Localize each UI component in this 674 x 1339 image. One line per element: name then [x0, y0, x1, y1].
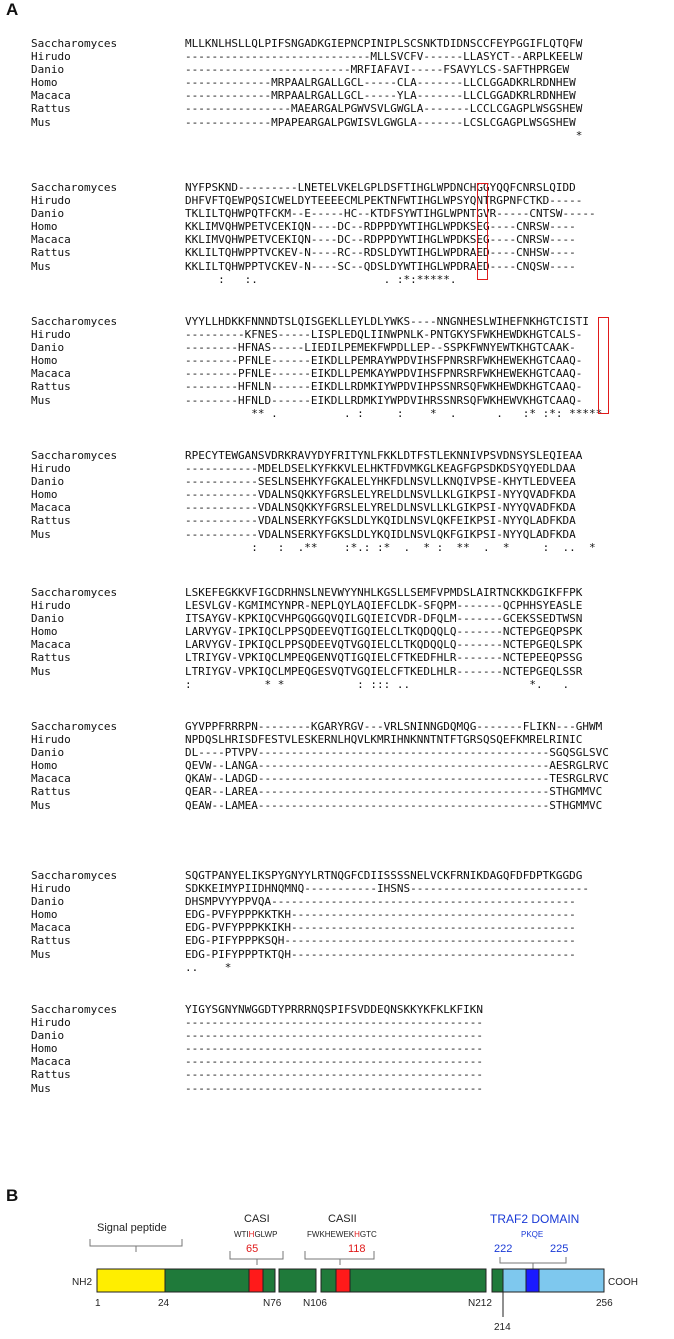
- species-name: Saccharomyces: [31, 449, 118, 462]
- sequence-segment: NYFPSKND---------LNETELVKELGPLDSFTIHGLWPDNCHGGYQQFCNRSLQIDD: [185, 181, 576, 194]
- consensus-row: [31, 541, 596, 554]
- sequence-segment: -----------SESLNSEHKYFGKALELYHKFDLNSVLLKNQIVPSE-KHYTLEDVEEA: [185, 475, 576, 489]
- casi-motif: WTIHGLWP: [234, 1230, 278, 1239]
- sequence-segment: KKLILTQHWPPTVCKEV-N----SC--QDSLDYWTIHGLWPDRAED----CNQSW----: [185, 259, 576, 273]
- alignment-row: [31, 528, 596, 541]
- sequence-segment: LARVYGV-IPKIQCLPPSQDEEVQTVGQIELCLTKQDQQLQ-------NCTEPGEQLSPK: [185, 638, 583, 652]
- consensus-row: [31, 1095, 483, 1108]
- consensus-spacer: [31, 129, 185, 142]
- sequence-segment: ---------------------------------------------: [185, 1042, 484, 1056]
- species-name: Danio: [31, 895, 65, 909]
- alignment-row: [31, 63, 582, 76]
- traf2-label: TRAF2 DOMAIN: [490, 1212, 580, 1226]
- consensus-symbols: .. *: [185, 960, 232, 974]
- sequence-segment: --------HFNAS-----LIEDILPEMEKFWPDLLEP--SSPKFWNYEWTKHGTCAAK-: [185, 341, 576, 355]
- alignment-row: [31, 246, 596, 259]
- sequence-segment: ---------------------------------------------: [185, 1068, 484, 1082]
- species-name: Mus: [31, 947, 51, 961]
- species-name: Hirudo: [31, 1016, 71, 1030]
- casi-position: 65: [246, 1243, 259, 1255]
- position-256: 256: [596, 1298, 613, 1309]
- alignment-row: [31, 207, 596, 220]
- alignment-row: [31, 895, 589, 908]
- species-name: Homo: [31, 908, 58, 922]
- alignment-block: [31, 1003, 483, 1108]
- sequence-segment: -----------VDALNSERKYFGKSLDLYKQIDLNSVLQKFGIKPSI-NYYQLADFKDA: [185, 527, 576, 541]
- species-name: Hirudo: [31, 599, 71, 613]
- alignment-row: [31, 380, 602, 393]
- sequence-segment: EDG-PVFYPPPKKIKH-------------------------------------------: [185, 921, 576, 935]
- sequence-segment: EDG-PVFYPPPKKTKH-------------------------------------------: [185, 908, 576, 922]
- sequence-segment: VYYLLHDKKFNNNDTSLQISGEKLLEYLDLYWKS----NNGNHESLWIHEFNKHGTCISTI: [185, 315, 589, 328]
- alignment-row: [31, 1003, 483, 1016]
- species-name: Rattus: [31, 934, 71, 948]
- sequence-segment: GYVPPFRRRPN--------KGARYRGV---VRLSNINNGDQMQG-------FLIKN---GHWM: [185, 720, 603, 733]
- alignment-row: [31, 367, 602, 380]
- alignment-row: [31, 1082, 483, 1095]
- sequence-segment: RPECYTEWGANSVDRKRAVYDYFRITYNLFKKLDTFSTLEKNNIVPSVDNSYSLEQIEAA: [185, 449, 583, 462]
- consensus-spacer: [31, 541, 185, 554]
- alignment-row: [31, 315, 602, 328]
- species-name: Macaca: [31, 772, 71, 786]
- consensus-spacer: [31, 1095, 185, 1108]
- species-name: Homo: [31, 1042, 58, 1056]
- sequence-segment: -------------MRPAALRGALLGCL-----CLA-------LLCLGGADKRLRDNHEW: [185, 76, 576, 90]
- alignment-block: [31, 37, 582, 142]
- traf2-domain-region: [503, 1269, 604, 1292]
- species-name: Homo: [31, 76, 58, 90]
- alignment-row: [31, 514, 596, 527]
- species-name: Homo: [31, 759, 58, 773]
- casii-region: [336, 1269, 350, 1292]
- sequence-segment: KKLILTQHWPPTVCKEV-N----RC--RDSLDYWTIHGLWPDRAED----CNHSW----: [185, 246, 576, 260]
- alignment-row: [31, 181, 596, 194]
- alignment-row: [31, 76, 582, 89]
- species-name: Danio: [31, 341, 65, 355]
- sequence-segment: --------PFNLE------EIKDLLPEMKAYWPDVIHSFPNRSRFWKHEWEKHGTCAAQ-: [185, 367, 583, 381]
- alignment-row: [31, 341, 602, 354]
- species-name: Macaca: [31, 233, 71, 247]
- species-name: Mus: [31, 115, 51, 129]
- alignment-row: [31, 733, 609, 746]
- species-name: Danio: [31, 207, 65, 221]
- sequence-segment: LARVYGV-IPKIQCLPPSQDEEVQTIGQIELCLTKQDQQLQ-------NCTEPGEQPSPK: [185, 625, 583, 639]
- species-name: Hirudo: [31, 733, 71, 747]
- species-name: Rattus: [31, 102, 71, 116]
- sequence-segment: QKAW--LADGD--------------------------------------------TESRGLRVC: [185, 772, 609, 786]
- alignment-block: [31, 720, 609, 825]
- sequence-segment: LSKEFEGKKVFIGCDRHNSLNEVWYYNHLKGSLLSEMFVPMDSLAIRTNCKKDGIKFFPK: [185, 586, 583, 599]
- casi-region: [249, 1269, 263, 1292]
- consensus-row: [31, 407, 602, 420]
- alignment-row: [31, 449, 596, 462]
- alignment-block: [31, 449, 596, 554]
- species-name: Mus: [31, 664, 51, 678]
- sequence-segment: KKLIMVQHWPETVCEKIQN----DC--RDPPDYWTIHGLWPDKSEG----CNRSW----: [185, 220, 576, 234]
- species-name: Saccharomyces: [31, 869, 118, 882]
- species-name: Mus: [31, 527, 51, 541]
- nh2-terminus: NH2: [72, 1277, 93, 1288]
- sequence-segment: NPDQSLHRISDFESTVLESKERNLHQVLKMRIHNKNNTNTFTGRSQSQEFKMRELRINIC: [185, 733, 583, 747]
- sequence-segment: KKLIMVQHWPETVCEKIQN----DC--RDPPDYWTIHGLWPDKSEG----CNRSW----: [185, 233, 576, 247]
- sequence-segment: -----------VDALNSQKKYFGRSLELYRELDLNSVLLKLGIKPSI-NYYQVADFKDA: [185, 501, 576, 515]
- species-name: Saccharomyces: [31, 315, 118, 328]
- sequence-segment: TKLILTQHWPQTFCKM--E-----HC--KTDFSYWTIHGLWPNTGVR-----CNTSW-----: [185, 207, 596, 221]
- alignment-row: [31, 625, 582, 638]
- alignment-row: [31, 799, 609, 812]
- species-name: Hirudo: [31, 882, 71, 896]
- alignment-block: [31, 586, 582, 691]
- alignment-row: [31, 746, 609, 759]
- alignment-row: [31, 772, 609, 785]
- alignment-block: [31, 869, 589, 974]
- sequence-segment: EDG-PIFYPPPKSQH--------------------------------------------: [185, 934, 576, 948]
- sequence-segment: SDKKEIMYPIIDHNQMNQ-----------IHSNS---------------------------: [185, 882, 589, 896]
- sequence-segment: ----------------------------MLLSVCFV------LLASYCT--ARPLKEELW: [185, 50, 583, 64]
- alignment-row: [31, 475, 596, 488]
- alignment-row: [31, 759, 609, 772]
- alignment-row: [31, 394, 602, 407]
- protein-body-2: [279, 1269, 316, 1292]
- sequence-segment: QEAW--LAMEA--------------------------------------------STHGMMVC: [185, 798, 603, 812]
- species-name: Macaca: [31, 1055, 71, 1069]
- sequence-segment: ---------KFNES-----LISPLEDQLIINWPNLK-PNTGKYSFWKHEWDKHGTCALS-: [185, 328, 583, 342]
- alignment-row: [31, 785, 609, 798]
- casii-histidine-highlight: [598, 317, 609, 414]
- species-name: Danio: [31, 63, 65, 77]
- alignment-row: [31, 1068, 483, 1081]
- alignment-block: [31, 181, 596, 286]
- alignment-row: [31, 948, 589, 961]
- sequence-segment: -------------MPAPEARGALPGWISVLGWGLA-------LCSLCGAGPLWSGSHEW: [185, 115, 576, 129]
- traf2-bracket: [500, 1257, 566, 1269]
- traf2-end-position: 225: [550, 1243, 569, 1255]
- species-name: Macaca: [31, 638, 71, 652]
- domain-map: [0, 1189, 674, 1339]
- alignment-row: [31, 651, 582, 664]
- species-name: Danio: [31, 475, 65, 489]
- sequence-segment: LESVLGV-KGMIMCYNPR-NEPLQYLAQIEFCLDK-SFQPM-------QCPHHSYEASLE: [185, 599, 583, 613]
- protein-body-4: [492, 1269, 503, 1292]
- sequence-segment: QEVW--LANGA--------------------------------------------AESRGLRVC: [185, 759, 609, 773]
- alignment-row: [31, 102, 582, 115]
- sequence-segment: ---------------------------------------------: [185, 1029, 484, 1043]
- consensus-spacer: [31, 407, 185, 420]
- species-name: Rattus: [31, 651, 71, 665]
- consensus-spacer: [31, 812, 185, 825]
- signal-peptide-region: [97, 1269, 165, 1292]
- position-24: 24: [158, 1298, 170, 1309]
- sequence-segment: DHSMPVYYPPVQA----------------------------------------------: [185, 895, 576, 909]
- consensus-symbols: : * * : ::: .. *. .: [185, 677, 570, 691]
- alignment-row: [31, 638, 582, 651]
- consensus-row: [31, 678, 582, 691]
- sequence-segment: -----------VDALNSERKYFGKSLDLYKQIDLNSVLQKFEIKPSI-NYYQLADFKDA: [185, 514, 576, 528]
- casi-label: CASI: [244, 1213, 270, 1225]
- sequence-segment: ----------------MAEARGALPGWVSVLGWGLA-------LCCLCGAGPLWSGSHEW: [185, 102, 583, 116]
- alignment-row: [31, 599, 582, 612]
- alignment-row: [31, 354, 602, 367]
- sequence-segment: -----------VDALNSQKKYFGRSLELYRELDLNSVLLKLGIKPSI-NYYQVADFKDA: [185, 488, 576, 502]
- alignment-row: [31, 1042, 483, 1055]
- sequence-segment: SQGTPANYELIKSPYGNYYLRTNQGFCDIISSSSNELVCKFRNIKDAGQFDFDPTKGGDG: [185, 869, 583, 882]
- sequence-segment: ITSAYGV-KPKIQCVHPGQGGQVQILGQIEICVDR-DFQLM-------GCEKSSEDTWSN: [185, 612, 583, 626]
- position-n212: N212: [468, 1298, 492, 1309]
- sequence-segment: -------------------------MRFIAFAVI-----FSAVYLCS-SAFTHPRGEW: [185, 63, 570, 77]
- traf2-core-region: [526, 1269, 539, 1292]
- alignment-block: [31, 315, 602, 420]
- alignment-row: [31, 934, 589, 947]
- consensus-spacer: [31, 961, 185, 974]
- species-name: Macaca: [31, 89, 71, 103]
- sequence-segment: LTRIYGV-VPKIQCLMPEQGENVQTIGQIELCFTKEDFHLR-------NCTEPEEQPSSG: [185, 651, 583, 665]
- alignment-row: [31, 37, 582, 50]
- alignment-row: [31, 260, 596, 273]
- sequence-segment: LTRIYGV-VPKIQCLMPEQGESVQTVGQIELCFTKEDLHLR-------NCTEPGEQLSSR: [185, 664, 583, 678]
- alignment-row: [31, 586, 582, 599]
- alignment-row: [31, 89, 582, 102]
- species-name: Saccharomyces: [31, 1003, 118, 1016]
- species-name: Macaca: [31, 501, 71, 515]
- sequence-segment: YIGYSGNYNWGGDTYPRRRNQSPIFSVDDEQNSKKYKFKLKFIKN: [185, 1003, 484, 1016]
- alignment-row: [31, 1029, 483, 1042]
- species-name: Homo: [31, 625, 58, 639]
- species-name: Macaca: [31, 921, 71, 935]
- sequence-segment: EDG-PIFYPPPTKTQH-------------------------------------------: [185, 947, 576, 961]
- alignment-row: [31, 462, 596, 475]
- species-name: Mus: [31, 393, 51, 407]
- consensus-row: [31, 273, 596, 286]
- consensus-symbols: : :. . :*:*****.: [185, 272, 457, 286]
- species-name: Hirudo: [31, 50, 71, 64]
- position-n76: N76: [263, 1298, 282, 1309]
- traf2-start-position: 222: [494, 1243, 513, 1255]
- alignment-row: [31, 233, 596, 246]
- alignment-row: [31, 869, 589, 882]
- species-name: Saccharomyces: [31, 720, 118, 733]
- sequence-segment: QEAR--LAREA--------------------------------------------STHGMMVC: [185, 785, 603, 799]
- alignment-row: [31, 501, 596, 514]
- alignment-row: [31, 882, 589, 895]
- consensus-symbols: ** . . : : * . . :* :*: *****: [185, 406, 603, 420]
- species-name: Hirudo: [31, 462, 71, 476]
- species-name: Hirudo: [31, 328, 71, 342]
- casii-motif: FWKHEWEKHGTC: [307, 1230, 377, 1239]
- position-n106: N106: [303, 1298, 327, 1309]
- consensus-row: [31, 129, 582, 142]
- species-name: Rattus: [31, 246, 71, 260]
- species-name: Rattus: [31, 380, 71, 394]
- species-name: Danio: [31, 612, 65, 626]
- signal-peptide-bracket: [90, 1239, 182, 1252]
- alignment-row: [31, 116, 582, 129]
- species-name: Saccharomyces: [31, 586, 118, 599]
- alignment-row: [31, 194, 596, 207]
- sequence-segment: ---------------------------------------------: [185, 1055, 484, 1069]
- sequence-segment: -------------MRPAALRGALLGCL-----YLA-------LLCLGGADKRLRDNHEW: [185, 89, 576, 103]
- consensus-row: [31, 812, 609, 825]
- species-name: Saccharomyces: [31, 37, 118, 50]
- species-name: Danio: [31, 1029, 65, 1043]
- cooh-terminus: COOH: [608, 1277, 638, 1288]
- species-name: Danio: [31, 746, 65, 760]
- casii-label: CASII: [328, 1213, 357, 1225]
- consensus-spacer: [31, 273, 185, 286]
- alignment-row: [31, 921, 589, 934]
- panel-b-label: B: [6, 1186, 19, 1205]
- species-name: Mus: [31, 1081, 51, 1095]
- consensus-symbols: : : .** :*.: :* . * : ** . * : .. *: [185, 540, 596, 554]
- species-name: Rattus: [31, 785, 71, 799]
- species-name: Saccharomyces: [31, 181, 118, 194]
- species-name: Homo: [31, 488, 58, 502]
- consensus-row: [31, 961, 589, 974]
- consensus-spacer: [31, 678, 185, 691]
- species-name: Mus: [31, 259, 51, 273]
- sequence-segment: --------HFNLN------EIKDLLRDMKIYWPDVIHPSSNRSQFWKHEWDKHGTCAAQ-: [185, 380, 583, 394]
- alignment-row: [31, 612, 582, 625]
- sequence-segment: -----------MDELDSELKYFKKVLELHKTFDVMKGLKEAGFGPSDKDSYQYEDLDAA: [185, 462, 576, 476]
- signal-peptide-label: Signal peptide: [97, 1222, 167, 1234]
- alignment-row: [31, 220, 596, 233]
- alignment-row: [31, 50, 582, 63]
- sequence-segment: --------PFNLE------EIKDLLPEMRAYWPDVIHSFPNRSRFWKHEWEKHGTCAAQ-: [185, 354, 583, 368]
- alignment-row: [31, 1055, 483, 1068]
- species-name: Mus: [31, 798, 51, 812]
- sequence-segment: ---------------------------------------------: [185, 1081, 484, 1095]
- alignment-row: [31, 720, 609, 733]
- sequence-segment: MLLKNLHSLLQLPIFSNGADKGIEPNCPINIPLSCSNKTDIDNSCCFEYPGGIFLQTQFW: [185, 37, 583, 50]
- species-name: Homo: [31, 354, 58, 368]
- consensus-symbols: *: [185, 128, 583, 142]
- alignment-row: [31, 1016, 483, 1029]
- alignment-row: [31, 665, 582, 678]
- sequence-segment: ---------------------------------------------: [185, 1016, 484, 1030]
- casi-histidine-highlight: [477, 183, 488, 280]
- species-name: Hirudo: [31, 194, 71, 208]
- alignment-row: [31, 488, 596, 501]
- position-1: 1: [95, 1298, 101, 1309]
- casii-position: 118: [348, 1243, 366, 1255]
- sequence-segment: DL----PTVPV--------------------------------------------SGQSGLSVC: [185, 746, 609, 760]
- sequence-segment: DHFVFTQEWPQSICWELDYTEEEECMLPEKTNFWTIHGLWPSYQNTRGPNFCTKD-----: [185, 194, 583, 208]
- panel-a-label: A: [6, 0, 19, 19]
- species-name: Rattus: [31, 514, 71, 528]
- alignment-row: [31, 328, 602, 341]
- alignment-row: [31, 908, 589, 921]
- species-name: Macaca: [31, 367, 71, 381]
- species-name: Homo: [31, 220, 58, 234]
- position-214: 214: [494, 1322, 511, 1333]
- species-name: Rattus: [31, 1068, 71, 1082]
- traf2-motif: PKQE: [521, 1230, 544, 1239]
- sequence-segment: --------HFNLD------EIKDLLRDMKIYWPDVIHRSSNRSQFWKHEWVKHGTCAAQ-: [185, 393, 583, 407]
